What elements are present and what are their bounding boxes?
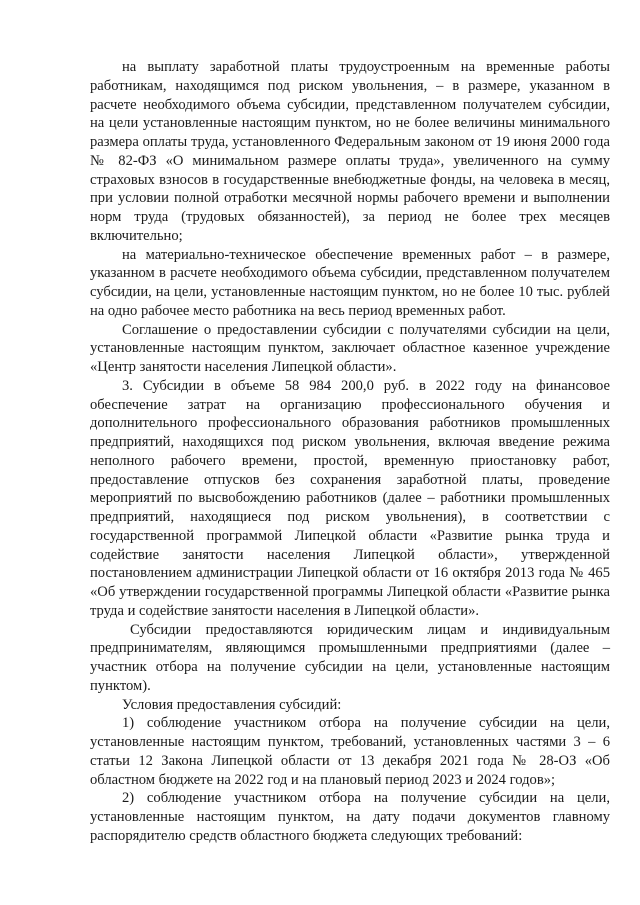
paragraph-condition-2: 2) соблюдение участником отбора на получение субсидии на цели, установленные настоящим пунктом, на дату подачи документов главному распорядителю средств областного бюджета следующих требований: <box>90 790 610 844</box>
document-page <box>90 58 610 846</box>
paragraph-recipients: Субсидии предоставляются юридическим лицам и индивидуальным предпринимателям, являющимся промышленными предприятиями (далее – участник отбора на получение субсидии на цели, установленные настоящим пунктом). <box>90 621 610 694</box>
paragraph-wage-payment: на выплату заработной платы трудоустроенным на временные работы работникам, находящимся под риском увольнения, – в размере, указанном в расчете необходимого объема субсидии, представленном получателем субсидии, на цели установленные настоящим пунктом, но не более величины минимального размера оплаты труда, установленного Федеральным законом от 19 июня 2000 года № 82-ФЗ «О минимальном размере оплаты труда», увеличенного на сумму страховых взносов в государственные внебюджетные фонды, на человека в месяц, при условии полной отработки месячной нормы рабочего времени и выполнении норм труда (трудовых обязанностей), за период не более трех месяцев включительно; <box>90 59 610 244</box>
paragraph-section-3: 3. Субсидии в объеме 58 984 200,0 руб. в 2022 году на финансовое обеспечение затрат на организацию профессионального обучения и дополнительного профессионального образования работников промышленных предприятий, находящихся под риском увольнения, включая введение режима неполного рабочего времени, простой, временную приостановку работ, предоставление отпусков без сохранения заработной платы, проведение мероприятий по высвобождению работников (далее – работники промышленных предприятий, находящиеся под риском увольнения), в соответствии с государственной программой Липецкой области «Развитие рынка труда и содействие занятости населения Липецкой области», утвержденной постановлением администрации Липецкой области от 16 октября 2013 года № 465 «Об утверждении государственной программы Липецкой области «Развитие рынка труда и содействие занятости населения в Липецкой области». <box>90 377 610 619</box>
paragraph-conditions-heading: Условия предоставления субсидий: <box>122 696 342 713</box>
paragraph-material-support: на материально-техническое обеспечение временных работ – в размере, указанном в расчете необходимого объема субсидии, представленном получателем субсидии, на цели, установленные настоящим пунктом, но не более 10 тыс. рублей на одно рабочее место работника на весь период временных работ. <box>90 246 610 319</box>
paragraph-condition-1: 1) соблюдение участником отбора на получение субсидии на цели, установленные настоящим пунктом, требований, установленных частями 3 – 6 статьи 12 Закона Липецкой области от 13 декабря 2021 года № 28-ОЗ «Об областном бюджете на 2022 год и на плановый период 2023 и 2024 годов»; <box>90 715 610 788</box>
paragraph-agreement: Соглашение о предоставлении субсидии с получателями субсидии на цели, установленные настоящим пунктом, заключает областное казенное учреждение «Центр занятости населения Липецкой области». <box>90 321 610 375</box>
